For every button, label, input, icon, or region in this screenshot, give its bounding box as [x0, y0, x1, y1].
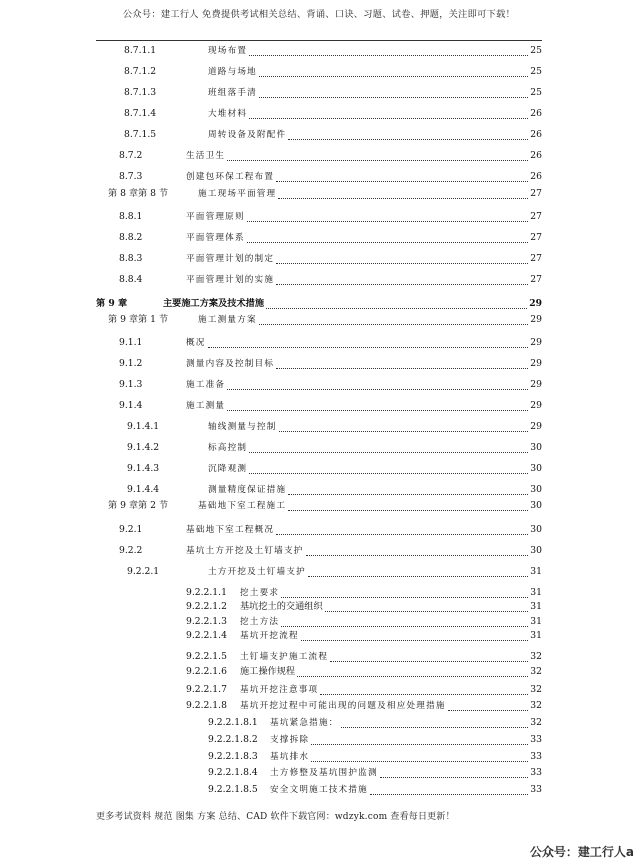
- toc-entry-number: 9.1.4.3: [127, 463, 160, 474]
- toc-leader-dots: [380, 777, 528, 778]
- toc-leader-dots: [249, 118, 528, 119]
- toc-entry-page: 32: [530, 717, 542, 728]
- toc-entry-title: 土方修整及基坑围护监测: [270, 768, 378, 778]
- toc-leader-dots: [288, 510, 528, 511]
- toc-entry[interactable]: [119, 274, 542, 286]
- toc-entry[interactable]: [119, 211, 542, 223]
- toc-entry-title: 概况: [186, 338, 206, 348]
- toc-leader-dots: [276, 284, 528, 285]
- toc-entry-page: 29: [530, 314, 542, 325]
- toc-entry-number: 9.2.2.1.8.5: [208, 784, 258, 795]
- toc-entry[interactable]: [108, 500, 542, 512]
- toc-entry-title: 平面管理体系: [186, 233, 245, 243]
- toc-entry[interactable]: [119, 379, 542, 391]
- toc-entry-number: 9.2.2.1.8.1: [208, 717, 258, 728]
- toc-leader-dots: [281, 626, 528, 627]
- toc-leader-dots: [227, 160, 528, 161]
- toc-entry[interactable]: [124, 66, 542, 78]
- toc-entry-title: 创建包环保工程布置: [186, 172, 275, 182]
- toc-leader-dots: [297, 676, 528, 677]
- toc-entry-number: 8.7.1.1: [124, 45, 157, 56]
- toc-entry-number: 8.8.2: [119, 232, 143, 243]
- toc-entry[interactable]: [108, 314, 542, 326]
- toc-leader-dots: [341, 727, 528, 728]
- toc-leader-dots: [306, 555, 528, 556]
- toc-entry[interactable]: [119, 253, 542, 265]
- toc-entry[interactable]: [119, 232, 542, 244]
- toc-entry-title: 安全文明施工技术措施: [270, 785, 368, 795]
- toc-entry-page: 33: [530, 784, 542, 795]
- toc-entry-title: 施工操作规程: [240, 666, 296, 677]
- toc-entry-number: 8.7.2: [119, 150, 143, 161]
- toc-entry-title: 基坑开挖过程中可能出现的问题及相应处理措施: [240, 701, 446, 711]
- toc-entry-title: 基础地下室工程概况: [186, 525, 275, 535]
- toc-entry-title: 施工测量方案: [198, 315, 257, 325]
- toc-leader-dots: [266, 308, 527, 309]
- toc-entry-page: 25: [530, 87, 542, 98]
- toc-entry-number: 8.8.1: [119, 211, 143, 222]
- toc-entry[interactable]: [119, 171, 542, 183]
- toc-entry-title: 班组落手清: [208, 88, 257, 98]
- toc-entry-title: 挖土方法: [240, 617, 280, 627]
- toc-leader-dots: [320, 694, 528, 695]
- toc-leader-dots: [301, 640, 528, 641]
- toc-entry-page: 30: [530, 463, 542, 474]
- toc-entry-number: 9.2.1: [119, 524, 143, 535]
- toc-leader-dots: [249, 55, 528, 56]
- toc-entry-title: 挖土要求: [240, 588, 280, 598]
- toc-leader-dots: [370, 794, 528, 795]
- toc-entry[interactable]: [127, 566, 542, 578]
- toc-entry-title: 测量精度保证措施: [208, 485, 287, 495]
- toc-entry-title: 基坑土方开挖及土钉墙支护: [186, 546, 304, 556]
- toc-entry-number: 9.1.4.1: [127, 421, 160, 432]
- toc-entry-number: 8.8.4: [119, 274, 143, 285]
- toc-entry[interactable]: [124, 108, 542, 120]
- toc-leader-dots: [276, 534, 528, 535]
- toc-entry[interactable]: [127, 463, 542, 475]
- toc-entry[interactable]: [119, 545, 542, 557]
- toc-entry[interactable]: [186, 587, 542, 599]
- toc-leader-dots: [288, 494, 528, 495]
- toc-entry-title: 现场布置: [208, 46, 248, 56]
- toc-entry[interactable]: [186, 666, 542, 678]
- toc-entry[interactable]: [124, 45, 542, 57]
- toc-leader-dots: [249, 452, 528, 453]
- toc-entry-page: 29: [530, 421, 542, 432]
- toc-entry-title: 测量内容及控制目标: [186, 359, 275, 369]
- toc-entry-page: 33: [530, 767, 542, 778]
- toc-entry-page: 32: [530, 700, 542, 711]
- toc-entry[interactable]: [96, 298, 542, 310]
- toc-entry-page: 30: [530, 442, 542, 453]
- toc-entry[interactable]: [186, 684, 542, 696]
- toc-entry[interactable]: [119, 150, 542, 162]
- toc-entry-title: 道路与场地: [208, 67, 257, 77]
- toc-entry-page: 31: [530, 630, 542, 641]
- toc-entry-page: 27: [530, 274, 542, 285]
- toc-entry-number: 9.2.2.1.8.4: [208, 767, 258, 778]
- toc-entry-title: 主要施工方案及技术措施: [163, 298, 265, 309]
- toc-leader-dots: [288, 139, 528, 140]
- toc-entry-page: 26: [530, 171, 542, 182]
- toc-entry[interactable]: [124, 87, 542, 99]
- toc-entry-title: 大堆材料: [208, 109, 248, 119]
- toc-entry-title: 平面管理计划的实施: [186, 275, 275, 285]
- toc-leader-dots: [448, 710, 528, 711]
- toc-entry[interactable]: [186, 651, 542, 663]
- toc-entry-page: 27: [530, 253, 542, 264]
- toc-leader-dots: [247, 242, 528, 243]
- toc-entry-page: 30: [530, 500, 542, 511]
- toc-entry-page: 32: [530, 666, 542, 677]
- toc-entry-page: 26: [530, 129, 542, 140]
- toc-entry-page: 27: [530, 188, 542, 199]
- toc-entry[interactable]: [208, 734, 542, 746]
- toc-entry-number: 第 9 章第 1 节: [108, 314, 169, 325]
- toc-entry-page: 30: [530, 545, 542, 556]
- toc-entry[interactable]: [127, 442, 542, 454]
- toc-entry-number: 9.2.2.1.5: [186, 651, 227, 662]
- toc-entry-title: 基坑挖土的交通组织: [240, 601, 323, 612]
- toc-entry-number: 8.7.1.5: [124, 129, 157, 140]
- toc-entry[interactable]: [119, 524, 542, 536]
- toc-entry-page: 25: [530, 45, 542, 56]
- toc-entry-number: 9.2.2.1.6: [186, 666, 227, 677]
- toc-leader-dots: [247, 221, 528, 222]
- toc-entry-title: 标高控制: [208, 443, 248, 453]
- toc-entry-page: 31: [530, 566, 542, 577]
- toc-entry-title: 土方开挖及土钉墙支护: [208, 567, 306, 577]
- toc-entry-number: 9.1.3: [119, 379, 143, 390]
- toc-entry[interactable]: [119, 358, 542, 370]
- toc-entry-title: 支撑拆除: [270, 735, 310, 745]
- toc-entry-title: 沉降观测: [208, 464, 248, 474]
- toc-leader-dots: [325, 611, 528, 612]
- toc-entry-number: 9.2.2.1.1: [186, 587, 227, 598]
- toc-entry-page: 33: [530, 734, 542, 745]
- toc-leader-dots: [281, 597, 528, 598]
- toc-leader-dots: [276, 263, 528, 264]
- toc-entry-page: 30: [530, 524, 542, 535]
- toc-entry-title: 基坑开挖注意事项: [240, 685, 319, 695]
- toc-entry-page: 29: [529, 298, 542, 309]
- toc-entry-number: 8.7.1.2: [124, 66, 157, 77]
- toc-leader-dots: [259, 97, 528, 98]
- toc-entry-page: 32: [530, 684, 542, 695]
- toc-entry-page: 29: [530, 400, 542, 411]
- toc-entry-title: 施工现场平面管理: [198, 189, 277, 199]
- toc-entry[interactable]: [108, 188, 542, 200]
- toc-entry-page: 29: [530, 379, 542, 390]
- toc-entry-title: 周转设备及附配件: [208, 130, 287, 140]
- toc-entry-page: 27: [530, 232, 542, 243]
- toc-entry[interactable]: [186, 700, 542, 712]
- toc-entry-number: 9.2.2: [119, 545, 143, 556]
- toc-entry[interactable]: [208, 784, 542, 796]
- toc-entry-title: 基坑紧急措施：: [270, 718, 339, 728]
- toc-entry-page: 29: [530, 358, 542, 369]
- toc-entry-title: 轴线测量与控制: [208, 422, 277, 432]
- toc-entry[interactable]: [208, 751, 542, 763]
- toc-entry-number: 第 8 章第 8 节: [108, 188, 169, 199]
- toc-entry-number: 9.1.4: [119, 400, 143, 411]
- toc-entry-page: 33: [530, 751, 542, 762]
- toc-entry[interactable]: [119, 400, 542, 412]
- toc-entry-number: 第 9 章: [96, 298, 128, 309]
- toc-leader-dots: [278, 198, 528, 199]
- toc-entry-page: 26: [530, 150, 542, 161]
- toc-entry-page: 27: [530, 211, 542, 222]
- toc-leader-dots: [311, 761, 528, 762]
- toc-entry-number: 8.7.1.3: [124, 87, 157, 98]
- toc-leader-dots: [308, 576, 528, 577]
- page-header: 公众号：建工行人 免费提供考试相关总结、背诵、口诀、习题、试卷、押题，关注即可下载！: [122, 9, 516, 20]
- toc-entry-title: 生活卫生: [186, 151, 226, 161]
- toc-entry-number: 9.2.2.1.8.2: [208, 734, 258, 745]
- toc-entry-page: 26: [530, 108, 542, 119]
- toc-entry-page: 25: [530, 66, 542, 77]
- toc-entry-number: 9.2.2.1.8.3: [208, 751, 258, 762]
- toc-entry-number: 第 9 章第 2 节: [108, 500, 169, 511]
- toc-entry-number: 9.2.2.1: [127, 566, 160, 577]
- toc-entry-title: 施工准备: [186, 380, 226, 390]
- toc-entry-page: 31: [530, 587, 542, 598]
- toc-leader-dots: [276, 181, 528, 182]
- toc-entry[interactable]: [208, 767, 542, 779]
- toc-entry-title: 基坑排水: [270, 752, 310, 762]
- toc-entry-number: 8.7.1.4: [124, 108, 157, 119]
- toc-entry-number: 9.1.2: [119, 358, 143, 369]
- toc-leader-dots: [208, 347, 528, 348]
- toc-entry-title: 施工测量: [186, 401, 226, 411]
- toc-entry-page: 30: [530, 484, 542, 495]
- toc-entry-number: 9.2.2.1.3: [186, 616, 227, 627]
- toc-entry-title: 平面管理计划的制定: [186, 254, 275, 264]
- toc-entry-number: 9.2.2.1.7: [186, 684, 227, 695]
- toc-entry-page: 32: [530, 651, 542, 662]
- toc-entry-number: 9.2.2.1.2: [186, 601, 227, 612]
- toc-leader-dots: [259, 76, 528, 77]
- toc-entry[interactable]: [127, 484, 542, 496]
- toc-entry[interactable]: [208, 717, 542, 729]
- header-divider: [96, 40, 542, 41]
- toc-entry-title: 基础地下室工程施工: [198, 501, 287, 511]
- toc-entry-page: 31: [530, 601, 542, 612]
- toc-entry[interactable]: [127, 421, 542, 433]
- toc-entry-number: 9.2.2.1.8: [186, 700, 227, 711]
- toc-entry-title: 土钉墙支护施工流程: [240, 652, 329, 662]
- toc-entry-number: 8.8.3: [119, 253, 143, 264]
- toc-leader-dots: [276, 368, 528, 369]
- toc-entry[interactable]: [186, 601, 542, 613]
- toc-entry-number: 9.1.1: [119, 337, 143, 348]
- watermark: 公众号：建工行人a: [529, 845, 634, 859]
- toc-entry-number: 9.1.4.4: [127, 484, 160, 495]
- toc-entry-number: 9.1.4.2: [127, 442, 160, 453]
- page-footer: 更多考试资料 规范 图集 方案 总结、CAD 软件下载官网：wdzyk.com 查看每日更新！: [96, 812, 455, 822]
- toc-entry-page: 31: [530, 616, 542, 627]
- toc-entry[interactable]: [124, 129, 542, 141]
- toc-leader-dots: [227, 410, 528, 411]
- toc-leader-dots: [311, 744, 528, 745]
- toc-entry-title: 平面管理原则: [186, 212, 245, 222]
- toc-entry-page: 29: [530, 337, 542, 348]
- toc-entry-number: 8.7.3: [119, 171, 143, 182]
- toc-entry[interactable]: [119, 337, 542, 349]
- toc-entry-title: 基坑开挖流程: [240, 631, 299, 641]
- toc-entry[interactable]: [186, 630, 542, 642]
- toc-leader-dots: [259, 324, 528, 325]
- toc-leader-dots: [330, 661, 528, 662]
- toc-leader-dots: [279, 431, 528, 432]
- toc-leader-dots: [249, 473, 528, 474]
- toc-entry-number: 9.2.2.1.4: [186, 630, 227, 641]
- toc-leader-dots: [227, 389, 528, 390]
- toc-entry[interactable]: [186, 616, 542, 628]
